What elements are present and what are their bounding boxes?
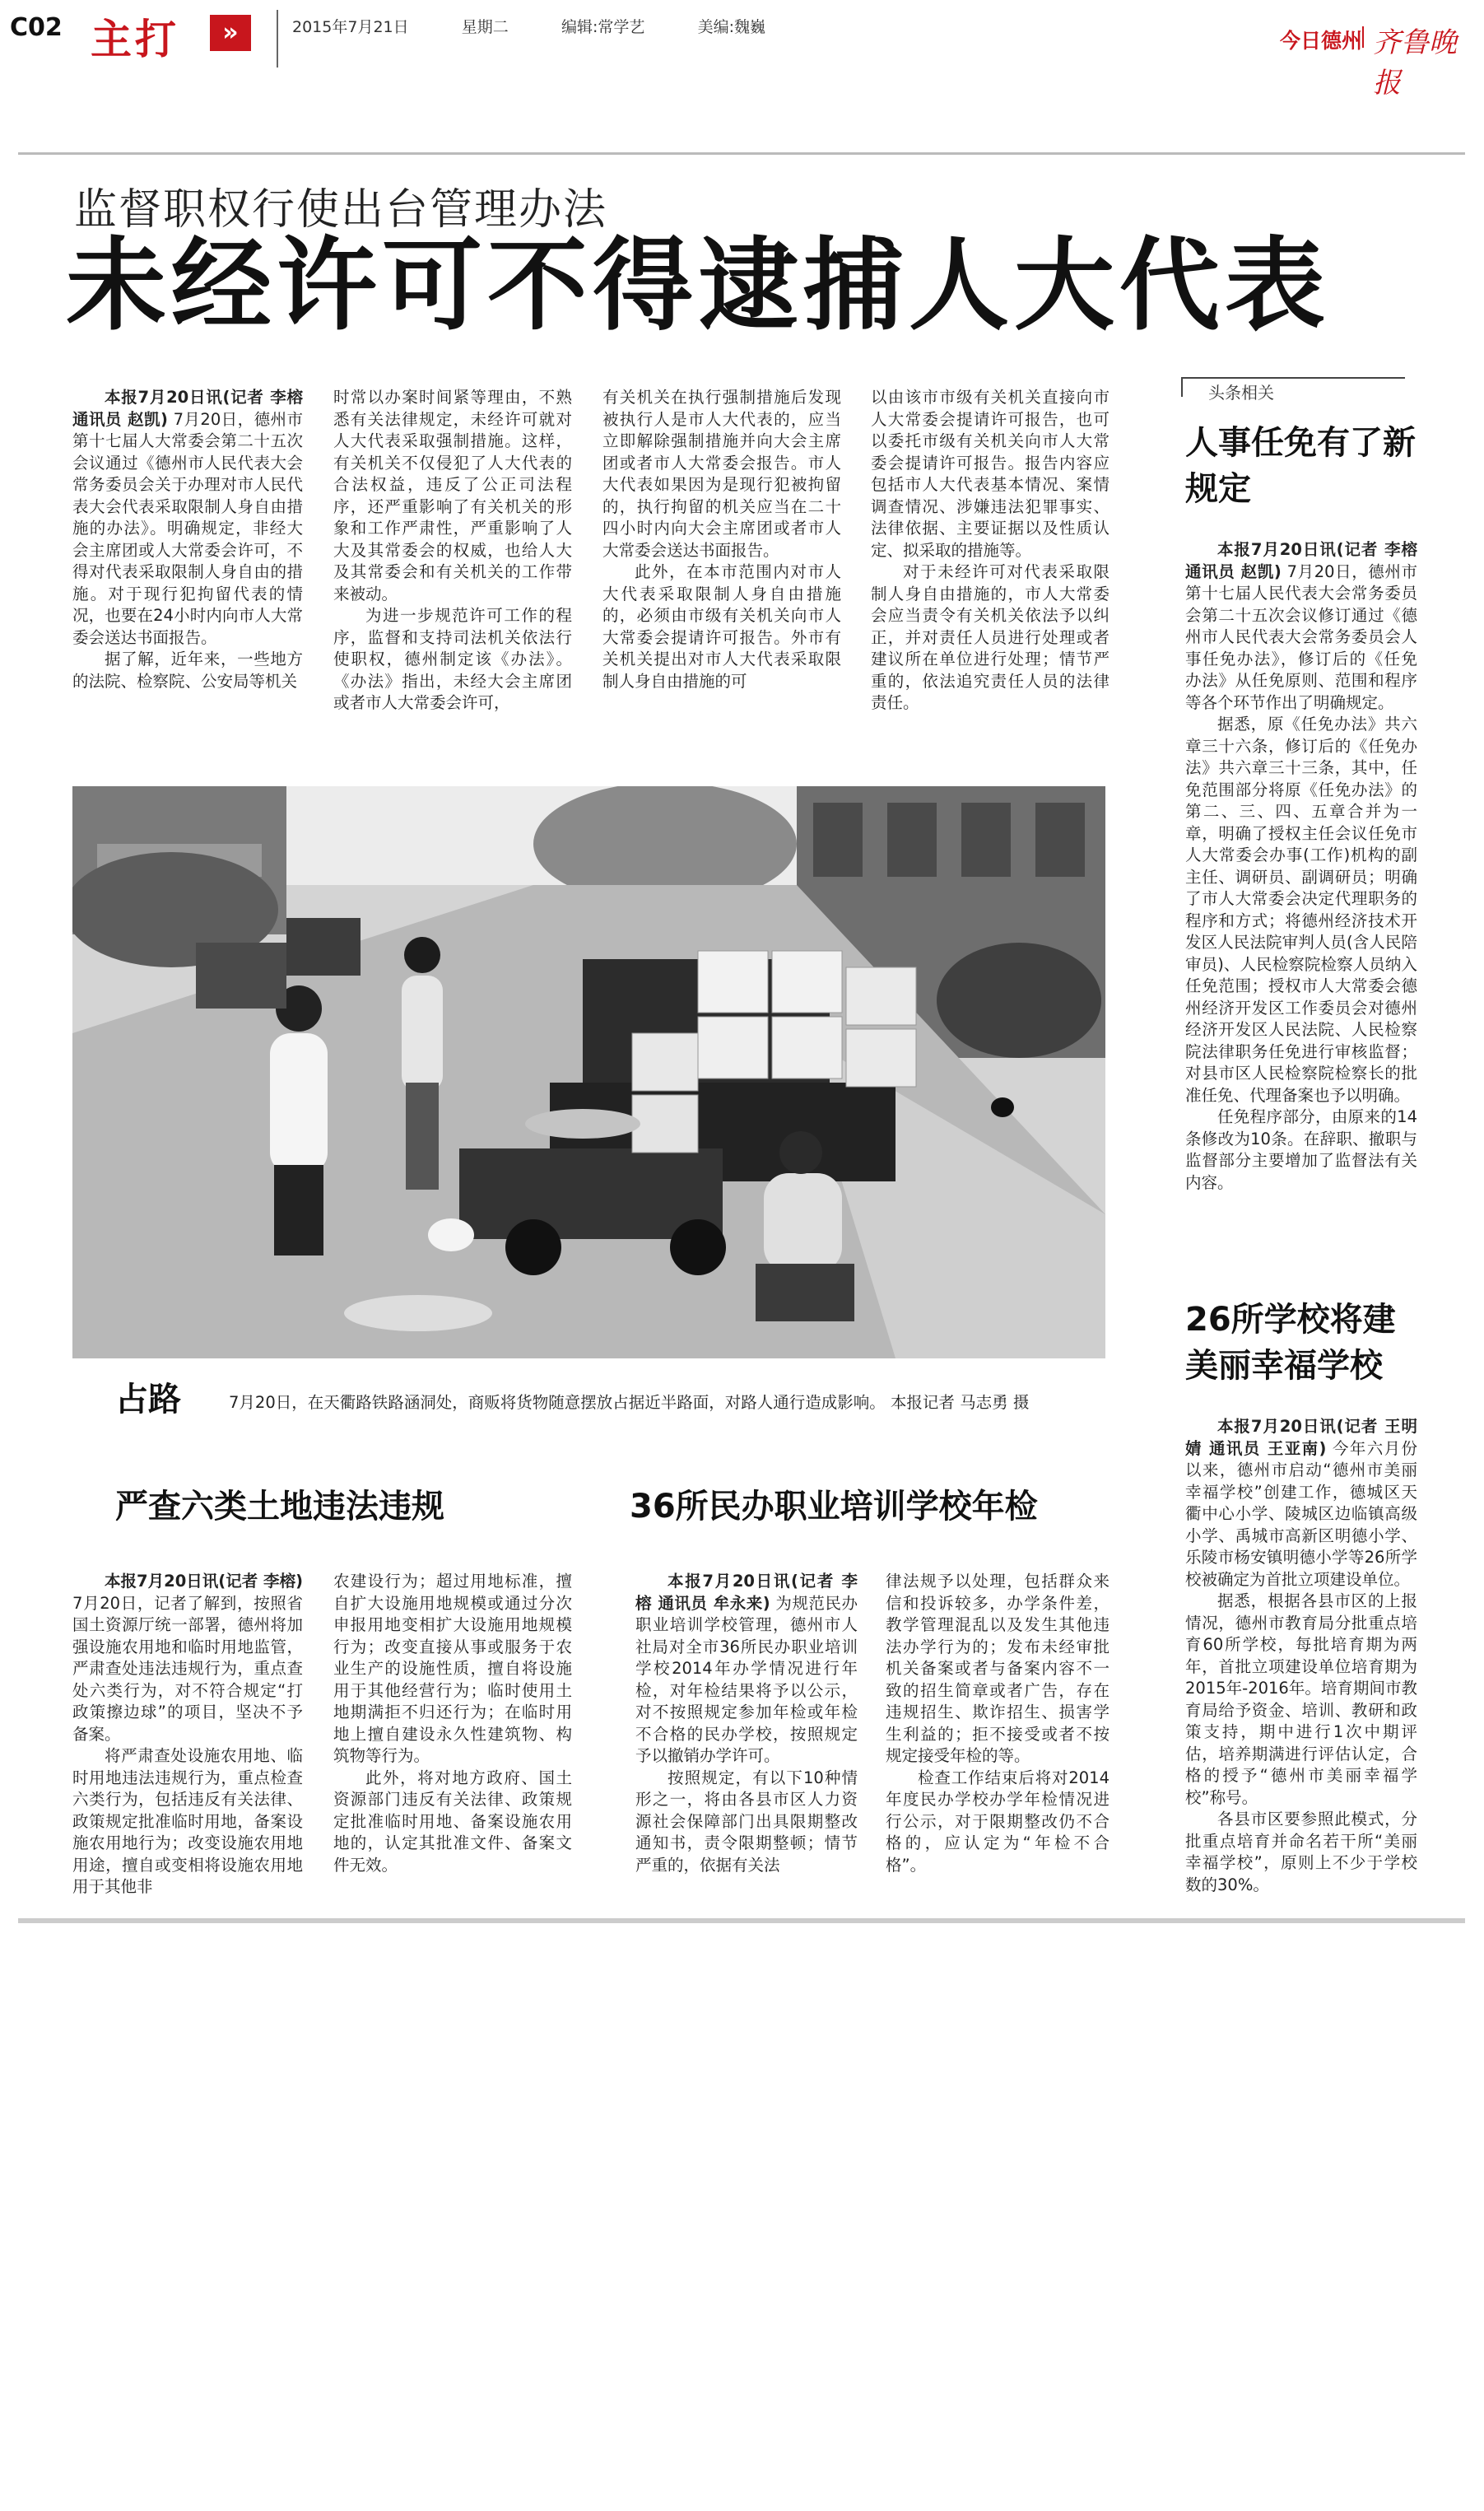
sidebar-story-1-lead: 本报7月20日讯(记者 李榕 通讯员 赵凯) — [1185, 540, 1417, 581]
land-story-column-2 — [333, 1571, 572, 1900]
news-photo — [72, 786, 1105, 1358]
land-story-title: 严查六类土地违法违规 — [115, 1488, 444, 1526]
sidebar-story-text: 各县市区要参照此模式，分批重点培育并命名若干所“美丽幸福学校”，原则上不少于学校数的30%。 — [1185, 1810, 1417, 1894]
headline-kicker: 监督职权行使出台管理办法 — [74, 185, 608, 235]
street-vendor-photo-illustration — [72, 786, 1105, 1358]
sidebar-story-text: 据悉，根据各县市区的上报情况，德州市教育局分批重点培育60所学校，每批培育期为两年，首批立项建设单位培育期为2015年-2016年。培育期间市教育局给予资金、培训、教研和政策支持，期中进行1次中期评估，培养期满进行评估认定，合格的授予“德州市美丽幸福学校”称号。 — [1185, 1591, 1417, 1807]
main-story-column-3 — [602, 387, 841, 724]
sidebar-tag: 头条相关 — [1202, 380, 1281, 403]
school-story-text: 律法规予以处理，包括群众来信和投诉较多，办学条件差，教学管理混乱以及发生其他违法办学行为的；发布未经审批机关备案或者与备案内容不一致的招生简章或者广告，存在违规招生、欺诈招生、损害学生利益的；拒不接受或者不按规定接受年检的等。 — [886, 1572, 1110, 1765]
header-rule — [18, 152, 1465, 155]
school-story-lead: 本报7月20日讯(记者 李榕 通讯员 牟永来) — [635, 1572, 858, 1613]
main-story-text: 时常以办案时间紧等理由，不熟悉有关法律规定，未经许可就对人大代表采取强制措施。这样，有关机关不仅侵犯了人大代表的合法权益，违反了公正司法程序，还严重影响了有关机关的形象和工作严肃性，严重影响了人大及其常委会的权威，也给人大及其常委会和有关机关的工作带来被动。 — [333, 388, 572, 603]
school-story-text: 按照规定，有以下10种情形之一，将由各县市区人力资源社会保障部门出具限期整改通知书，责令限期整顿；情节严重的，依据有关法 — [635, 1768, 858, 1875]
brand-divider — [1362, 26, 1364, 48]
land-story-text: 将严肃查处设施农用地、临时用地违法违规行为，重点检查六类行为，包括违反有关法律、政策规定批准临时用地，备案设施农用地行为；改变设施农用地用途，擅自或变相将设施农用地用于其他非 — [72, 1746, 303, 1896]
issue-info — [292, 15, 765, 37]
header-divider — [277, 10, 278, 68]
sidebar-story-text: 据悉，原《任免办法》共六章三十六条，修订后的《任免办法》共六章三十三条，其中，任免范围部分将原《任免办法》的第二、三、四、五章合并为一章，明确了授权主任会议任免市人大常委会办事(工作)机构的副主任、调研员、副调研员；明确了市人大常委会决定代理职务的程序和方式；将德州经济技术开发区人民法院审判人员(含人民陪审员)、人民检察院检察人员纳入任免范围；授权市人大常委会德州经济开发区工作委员会对德州经济开发区人民法院、人民检察院法律职务任免进行审核监督；对县市区人民检察院检察长的批准任免、代理备案也予以明确。 — [1185, 715, 1417, 1105]
bottom-rule — [18, 1918, 1465, 1923]
editor-credit: 编辑:常学艺 — [561, 18, 645, 36]
sidebar-story-2-title: 26所学校将建美丽幸福学校 — [1185, 1301, 1396, 1385]
main-story-text: 7月20日，德州市第十七届人大常委会第二十五次会议通过《德州市人民代表大会常务委员会关于办理对市人民代表大会代表采取限制人身自由措施的办法》。明确规定，非经大会主席团或人大常委会许可，不得对代表采取限制人身自由的措施。对于现行犯拘留代表的情况，也要在24小时内向市人大常委会送达书面报告。 — [72, 409, 303, 647]
main-story-text: 有关机关在执行强制措施后发现被执行人是市人大代表的，应当立即解除强制措施并向大会主席团或者市人大常委会报告。市人大代表如果因为是现行犯被拘留的，执行拘留的机关应当在二十四小时内向大会主席团或者市人大常委会送达书面报告。 — [602, 388, 841, 560]
issue-date: 2015年7月21日 — [292, 18, 409, 36]
land-story-column-1 — [72, 1571, 303, 1900]
photo-caption-label: 占路 — [115, 1381, 181, 1419]
main-story-column-4 — [871, 387, 1110, 724]
main-story-text: 对于未经许可对代表采取限制人身自由措施的，市人大常委会应当责令有关机关依法予以纠正，并对责任人员进行处理或者建议所在单位进行处理；情节严重的，依法追究责任人员的法律责任。 — [871, 562, 1110, 712]
photo-caption: 7月20日，在天衢路铁路涵洞处，商贩将货物随意摆放占据近半路面，对路人通行造成影响。 本报记者 马志勇 摄 — [229, 1393, 1030, 1412]
land-story-text: 此外，将对地方政府、国土资源部门违反有关法律、政策规定批准临时用地、备案设施农用地的，认定其批准文件、备案文件无效。 — [333, 1768, 572, 1875]
main-story-text: 为进一步规范许可工作的程序，监督和支持司法机关依法行使职权，德州制定该《办法》。《办法》指出，未经大会主席团或者市人大常委会许可， — [333, 606, 572, 712]
issue-weekday: 星期二 — [461, 18, 509, 36]
land-story-text: 7月20日，记者了解到，按照省国土资源厅统一部署，德州将加强设施农用地和临时用地监管，严肃查处违法违规行为，重点查处六类行为，对不符合规定“打政策擦边球”的项目，坚决不予备案。 — [72, 1593, 303, 1744]
section-title: 主打 — [91, 16, 179, 63]
school-story-text: 检查工作结束后将对2014年度民办学校办学年检情况进行公示，对于限期整改仍不合格的，应认定为“年检不合格”。 — [886, 1768, 1110, 1875]
school-story-text: 为规范民办职业培训学校管理，德州市人社局对全市36所民办职业培训学校2014年办学情况进行年检，对年检结果将予以公示，对不按照规定参加年检或年检不合格的民办学校，按照规定予以撤销办学许可。 — [635, 1593, 858, 1765]
main-story-text: 据了解，近年来，一些地方的法院、检察院、公安局等机关 — [72, 650, 303, 691]
edition-label: 今日德州 — [1280, 29, 1363, 53]
main-story-column-2 — [333, 387, 572, 724]
main-story-lead: 本报7月20日讯(记者 李榕 通讯员 赵凯) — [72, 388, 303, 429]
double-chevron-icon: » — [210, 15, 251, 51]
school-story-column-1 — [635, 1571, 858, 1900]
page-number: C02 — [10, 13, 63, 42]
school-story-column-2 — [886, 1571, 1110, 1900]
land-story-text: 农建设行为；超过用地标准，擅自扩大设施用地规模或通过分次申报用地变相扩大设施用地规模行为；改变直接从事或服务于农业生产的设施性质，擅自将设施用于其他经营行为；临时使用土地期满拒不归还行为；在临时用地上擅自建设永久性建筑物、构筑物等行为。 — [333, 1572, 572, 1765]
sidebar-story-2-body — [1185, 1416, 1417, 1894]
main-story-text: 此外，在本市范围内对市人大代表采取限制人身自由措施的，必须由市级有关机关向市人大常委会提请许可报告。外市有关机关提出对市人大代表采取限制人身自由措施的可 — [602, 562, 841, 691]
main-story-column-1 — [72, 387, 303, 724]
main-story-text: 以由该市市级有关机关直接向市人大常委会提请许可报告，也可以委托市级有关机关向市人大常委会提请许可报告。报告内容应包括市人大代表基本情况、案情调查情况、涉嫌违法犯罪事实、法律依据、主要证据以及性质认定、拟采取的措施等。 — [871, 388, 1110, 560]
land-story-lead: 本报7月20日讯(记者 李榕) — [105, 1572, 303, 1591]
designer-credit: 美编:魏巍 — [697, 18, 765, 36]
main-headline: 未经许可不得逮捕人大代表 — [66, 227, 1330, 344]
sidebar-story-text: 任免程序部分，由原来的14条修改为10条。在辞职、撤职与监督部分主要增加了监督法有关内容。 — [1185, 1107, 1417, 1192]
sidebar-story-text: 今年六月份以来，德州市启动“德州市美丽幸福学校”创建工作，德城区天衢中心小学、陵城区边临镇高级小学、禹城市高新区明德小学、乐陵市杨安镇明德小学等26所学校被确定为首批立项建设单位。 — [1185, 1438, 1417, 1589]
newspaper-logo: 齐鲁晚报 — [1373, 26, 1457, 100]
sidebar-story-1-title: 人事任免有了新规定 — [1185, 424, 1416, 508]
sidebar-story-text: 7月20日，德州市第十七届人民代表大会常务委员会第二十五次会议修订通过《德州市人民代表大会常务委员会人事任免办法》，修订后的《任免办法》从任免原则、范围和程序等各个环节作出了明确规定。 — [1185, 561, 1417, 712]
school-story-title: 36所民办职业培训学校年检 — [630, 1488, 1038, 1526]
sidebar-story-1-body — [1185, 539, 1417, 1239]
sidebar-story-2-lead: 本报7月20日讯(记者 王明婧 通讯员 王亚南) — [1185, 1417, 1417, 1458]
